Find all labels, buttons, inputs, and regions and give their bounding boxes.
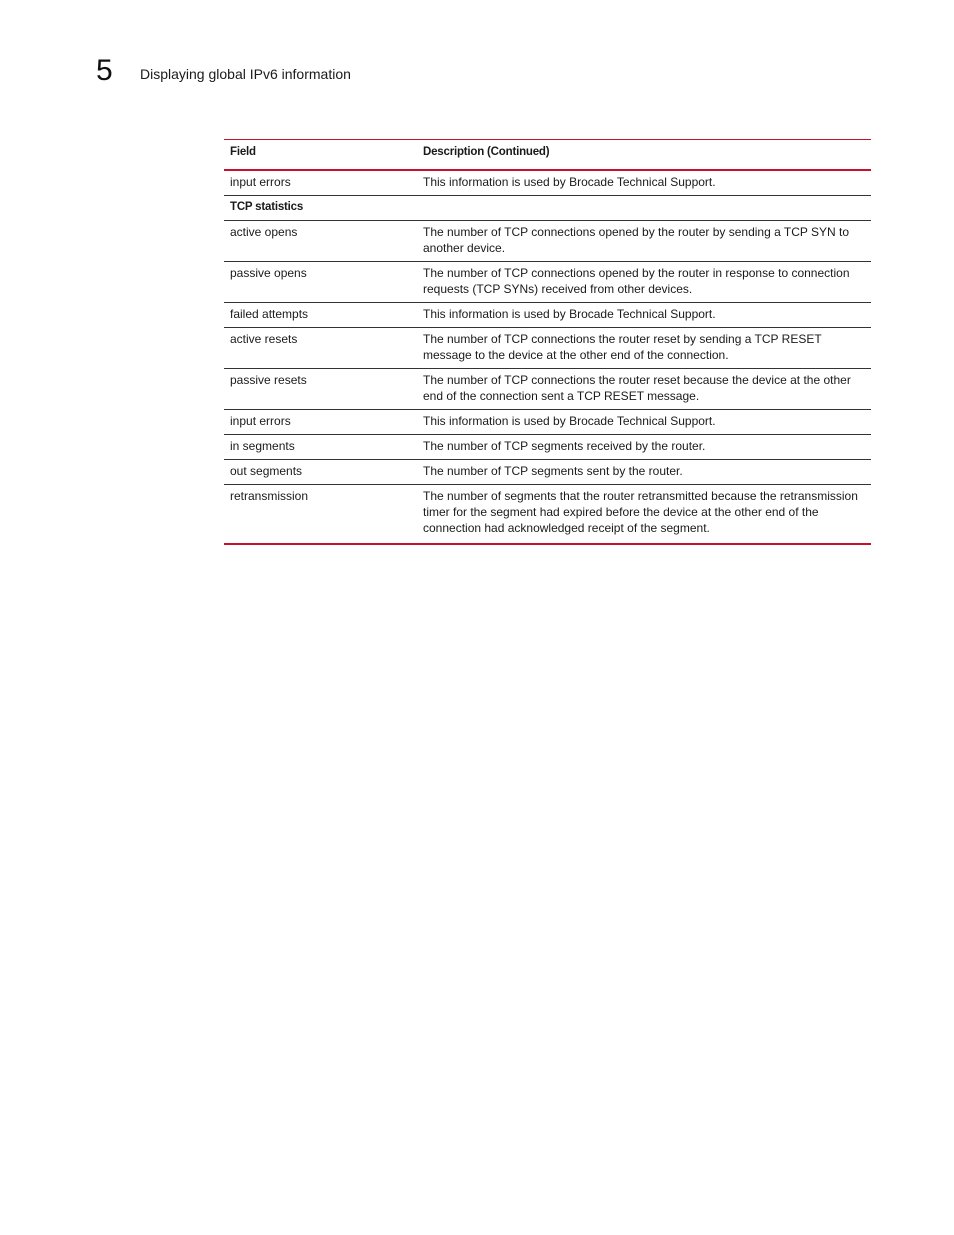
field-description: The number of segments that the router retransmitted because the retransmission timer for the segment had expired before the device at the other end of the connection had acknowledged receipt of the segment.: [417, 485, 871, 545]
field-name: failed attempts: [224, 303, 417, 328]
field-description: The number of TCP segments received by the router.: [417, 435, 871, 460]
column-header-field: Field: [230, 146, 256, 158]
field-name: passive resets: [224, 369, 417, 410]
field-description: The number of TCP connections opened by the router by sending a TCP SYN to another device.: [417, 221, 871, 262]
field-name: passive opens: [224, 262, 417, 303]
table-row: [224, 369, 871, 410]
section-row: [224, 196, 871, 221]
field-name: active opens: [224, 221, 417, 262]
chapter-title: Displaying global IPv6 information: [140, 66, 351, 82]
column-header-description: Description (Continued): [423, 146, 550, 158]
field-description: This information is used by Brocade Technical Support.: [417, 170, 871, 196]
field-name: out segments: [224, 460, 417, 485]
table-row: [224, 460, 871, 485]
table-row: [224, 303, 871, 328]
field-description: The number of TCP connections opened by the router in response to connection requests (TCP SYNs) received from other devices.: [417, 262, 871, 303]
field-name: input errors: [224, 170, 417, 196]
table-header-row: [224, 140, 871, 171]
section-title: TCP statistics: [224, 196, 417, 221]
table-row: [224, 435, 871, 460]
field-name: in segments: [224, 435, 417, 460]
table-row: [224, 410, 871, 435]
table-row: [224, 221, 871, 262]
table-row: [224, 262, 871, 303]
section-spacer: [417, 196, 871, 221]
table-row: [224, 328, 871, 369]
table-row: [224, 485, 871, 545]
field-name: retransmission: [224, 485, 417, 545]
chapter-number: 5: [96, 54, 113, 87]
field-description: This information is used by Brocade Technical Support.: [417, 410, 871, 435]
field-description: The number of TCP segments sent by the router.: [417, 460, 871, 485]
field-name: active resets: [224, 328, 417, 369]
fields-table: [224, 139, 871, 545]
table-row: [224, 170, 871, 196]
field-description: The number of TCP connections the router reset because the device at the other end of the connection sent a TCP RESET message.: [417, 369, 871, 410]
field-description: This information is used by Brocade Technical Support.: [417, 303, 871, 328]
field-name: input errors: [224, 410, 417, 435]
field-description: The number of TCP connections the router reset by sending a TCP RESET message to the device at the other end of the connection.: [417, 328, 871, 369]
